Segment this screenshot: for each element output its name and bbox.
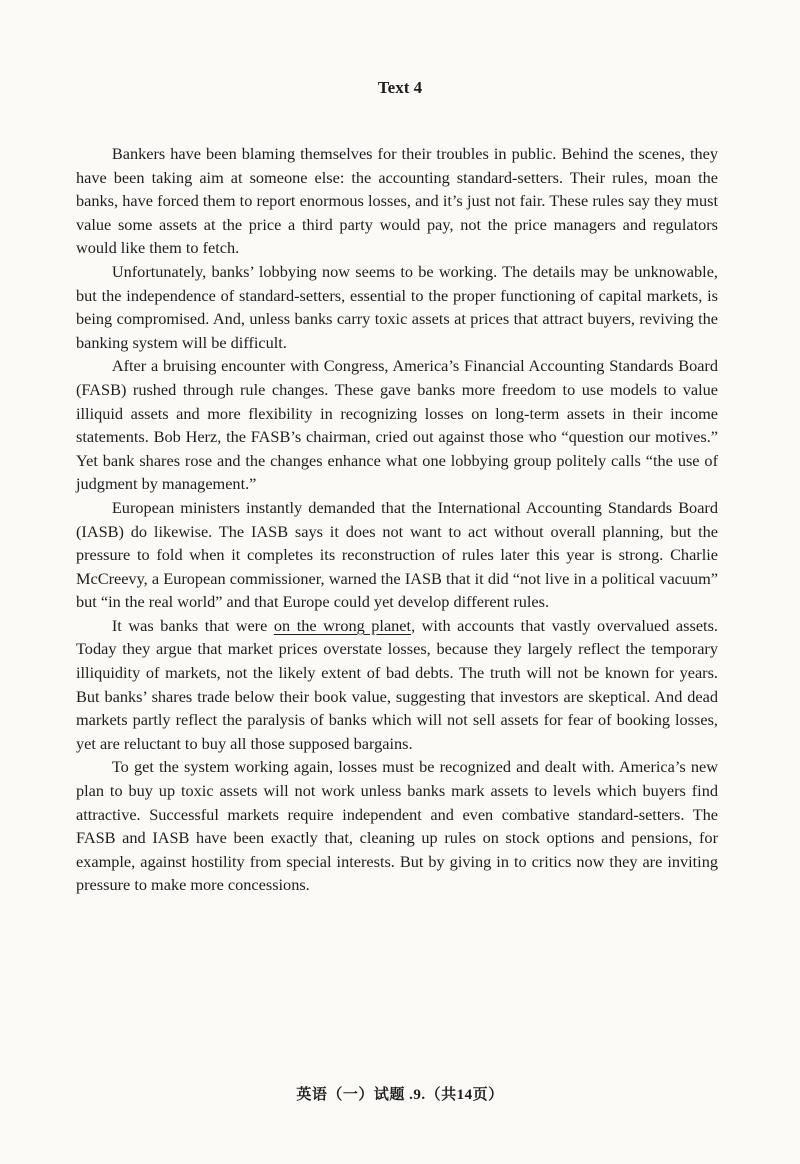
page-footer: 英语（一）试题 .9.（共14页） (296, 1087, 504, 1103)
passage-body (76, 142, 718, 897)
paragraph-4: European ministers instantly demanded that the International Accounting Standards Board (IASB) do likewise. The IASB says it does not want to act without overall planning, but the pressure to fold when it completes its reconstruction of rules later this year is strong. Charlie McCreevy, a European commissioner, warned the IASB that it did “not live in a political vacuum” but “in the real world” and that Europe could yet develop different rules. (76, 497, 718, 612)
paragraph-5-before: It was banks that were (111, 615, 274, 635)
paragraph-5 (76, 614, 718, 756)
paragraph-5-after: , with accounts that vastly overvalued assets. Today they argue that market prices overstate losses, because they largely reflect the temporary illiquidity of markets, not the likely extent of bad debts. The truth will not be known for years. But banks’ shares trade below their book value, suggesting that investors are skeptical. And dead markets partly reflect the paralysis of banks which will not sell assets for fear of booking losses, yet are reluctant to buy all those supposed bargains. (76, 615, 718, 753)
paragraph-3: After a bruising encounter with Congress, America’s Financial Accounting Standards Board (FASB) rushed through rule changes. These gave banks more freedom to use models to value illiquid assets and more flexibility in recognizing losses on long-term assets in their income statements. Bob Herz, the FASB’s chairman, cried out against those who “question our motives.” Yet bank shares rose and the changes enhance what one lobbying group politely calls “the use of judgment by management.” (76, 356, 718, 494)
paragraph-2: Unfortunately, banks’ lobbying now seems to be working. The details may be unknowable, but the independence of standard-setters, essential to the proper functioning of capital markets, is being compromised. And, unless banks carry toxic assets at prices that attract buyers, reviving the banking system will be difficult. (76, 261, 718, 352)
underlined-phrase: on the wrong planet (273, 615, 412, 635)
text-title: Text 4 (377, 78, 423, 97)
paragraph-6: To get the system working again, losses must be recognized and dealt with. America’s new plan to buy up toxic assets will not work unless banks mark assets to levels which buyers find attractive. Successful markets require independent and even combative standard-setters. The FASB and IASB have been exactly that, cleaning up rules on stock options and pensions, for example, against hostility from special interests. But by giving in to critics now they are inviting pressure to make more concessions. (76, 757, 718, 895)
paragraph-1: Bankers have been blaming themselves for their troubles in public. Behind the scenes, they have been taking aim at someone else: the accounting standard-setters. Their rules, moan the banks, have forced them to report enormous losses, and it’s just not fair. These rules say they must value some assets at the price a third party would pay, not the price managers and regulators would like them to fetch. (76, 144, 718, 258)
